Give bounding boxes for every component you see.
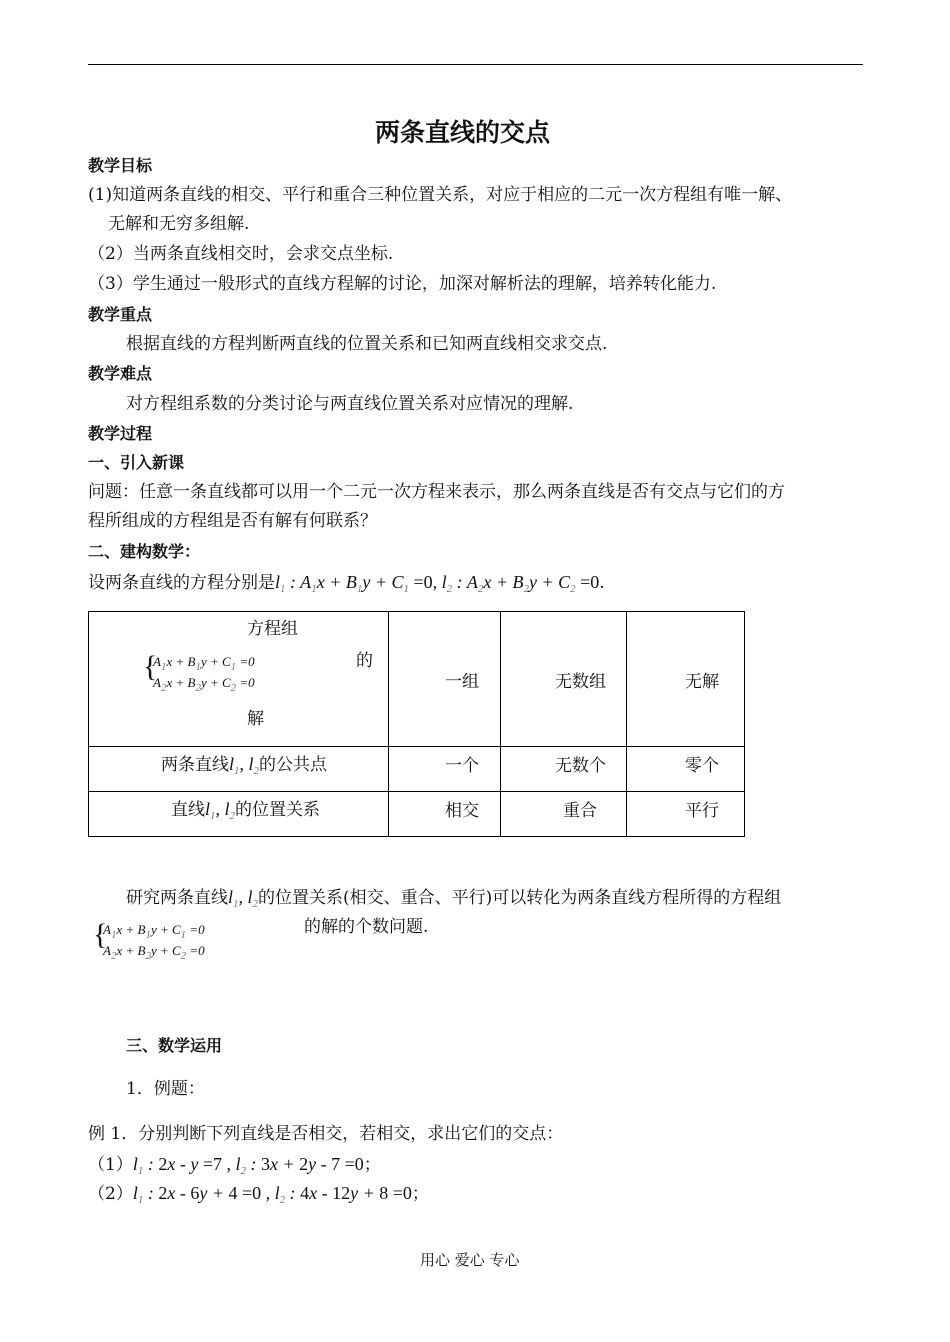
row2-value-2: 无数个 <box>555 755 606 776</box>
example-item-1: $(1)l_1$ : 2x - y =7 , $l_2$ : 3x + 2y - 7 =0； <box>88 1154 381 1177</box>
col1-label: 一组 <box>445 671 479 692</box>
question-line-b: 程所组成的方程组是否有解有何联系？ <box>88 511 377 531</box>
table-row2-label <box>89 747 389 792</box>
table-header-top: 方程组 <box>247 619 298 639</box>
example-heading: 1．例题： <box>126 1079 205 1099</box>
col3-label: 无解 <box>685 671 719 692</box>
relation-table <box>88 611 745 837</box>
table-cell <box>501 747 627 792</box>
table-cell <box>627 747 745 792</box>
item1-label: （1） <box>88 1155 133 1175</box>
setup-line: 设两条直线的方程分别是$l_1$ : $A_1x + B_1y + C_1 =0$, $l_2$ : $A_2x + B_2y + C_2 =0$. <box>88 572 605 595</box>
table-cell <box>389 792 501 837</box>
example-1: 例 1．分别判断下列直线是否相交，若相交，求出它们的交点： <box>88 1124 564 1144</box>
part2-heading: 二、建构数学： <box>88 542 201 561</box>
footer-text: 用心 爱心 专心 <box>420 1251 520 1269</box>
goal-2: （2）当两条直线相交时，会求交点坐标. <box>88 244 394 264</box>
line-equations-formula: $l_1$ : $A_1x + B_1y + C_1 =0$, $l_2$ : $A_2x + B_2y + C_2 =0$ <box>275 572 600 595</box>
goal-3: （3）学生通过一般形式的直线方程解的讨论，加深对解析法的理解，培养转化能力. <box>88 274 717 294</box>
research-line-a <box>126 886 781 915</box>
row2-prefix: 两条直线 <box>161 754 229 775</box>
difficulty-text: 对方程组系数的分类讨论与两直线位置关系对应情况的理解. <box>126 394 574 414</box>
table-col-2 <box>501 612 627 747</box>
row3-lines-formula: $l_1$, $l_2$ <box>205 798 236 822</box>
research-line-b: 的解的个数问题. <box>304 917 429 937</box>
table-cell <box>627 792 745 837</box>
equation-system-formula: { $A_1x + B_1y + C_1 =0$ $A_2x + B_2y + C_2 =0$ <box>145 654 255 696</box>
item2-formula: $l_1$ : 2x - 6y + 4 =0 , $l_2$ : 4x - 12y + 8 =0 <box>132 1183 412 1206</box>
table-cell <box>501 792 627 837</box>
goal-1-line-a: (1)知道两条直线的相交、平行和重合三种位置关系，对应于相应的二元一次方程组有唯一解、 <box>88 185 793 205</box>
example-item-2: $(2)l_1$ : 2x - 6y + 4 =0 , $l_2$ : 4x - 12y + 8 =0； <box>88 1183 429 1206</box>
table-header-de: 的 <box>356 651 373 671</box>
key-text: 根据直线的方程判断两直线的位置关系和已知两直线相交求交点. <box>126 334 608 354</box>
process-heading: 教学过程 <box>88 424 153 443</box>
part3-heading: 三、数学运用 <box>126 1036 223 1055</box>
row3-value-1: 相交 <box>445 800 479 821</box>
research-lines-formula: $l_1$, $l_2$ <box>228 887 259 910</box>
setup-prefix: 设两条直线的方程分别是 <box>88 573 275 593</box>
goals-heading: 教学目标 <box>88 156 153 175</box>
key-heading: 教学重点 <box>88 305 153 324</box>
table-header-bottom: 解 <box>247 709 264 729</box>
part1-heading: 一、引入新课 <box>88 453 185 472</box>
research-suffix: 的位置关系(相交、重合、平行)可以转化为两条直线方程所得的方程组 <box>258 888 782 908</box>
row3-suffix: 的位置关系 <box>235 799 321 820</box>
table-cell <box>389 747 501 792</box>
table-header-cell <box>89 612 389 747</box>
research-system-formula: { $A_1x + B_1y + C_1 =0$ $A_2x + B_2y + C_2 =0$ <box>95 922 205 964</box>
page-title: 两条直线的交点 <box>375 118 551 147</box>
table-row3-label <box>89 792 389 837</box>
table-col-1 <box>389 612 501 747</box>
item1-formula: $l_1$ : 2x - y =7 , $l_2$ : 3x + 2y - 7 =0 <box>132 1154 364 1177</box>
row3-value-3: 平行 <box>685 800 719 821</box>
research-prefix: 研究两条直线 <box>126 888 228 908</box>
col2-label: 无数组 <box>555 671 606 692</box>
header-rule <box>88 64 863 65</box>
item2-label: （2） <box>88 1184 133 1204</box>
row2-lines-formula: $l_1$, $l_2$ <box>229 753 260 777</box>
goal-1-line-b: 无解和无穷多组解. <box>108 214 250 234</box>
row3-value-2: 重合 <box>563 800 597 821</box>
table-col-3 <box>627 612 745 747</box>
row2-value-3: 零个 <box>685 755 719 776</box>
row2-suffix: 的公共点 <box>259 754 328 775</box>
row3-prefix: 直线 <box>171 799 205 820</box>
row2-value-1: 一个 <box>445 755 479 776</box>
question-line-a: 问题：任意一条直线都可以用一个二元一次方程来表示，那么两条直线是否有交点与它们的方 <box>88 482 785 502</box>
difficulty-heading: 教学难点 <box>88 364 153 383</box>
